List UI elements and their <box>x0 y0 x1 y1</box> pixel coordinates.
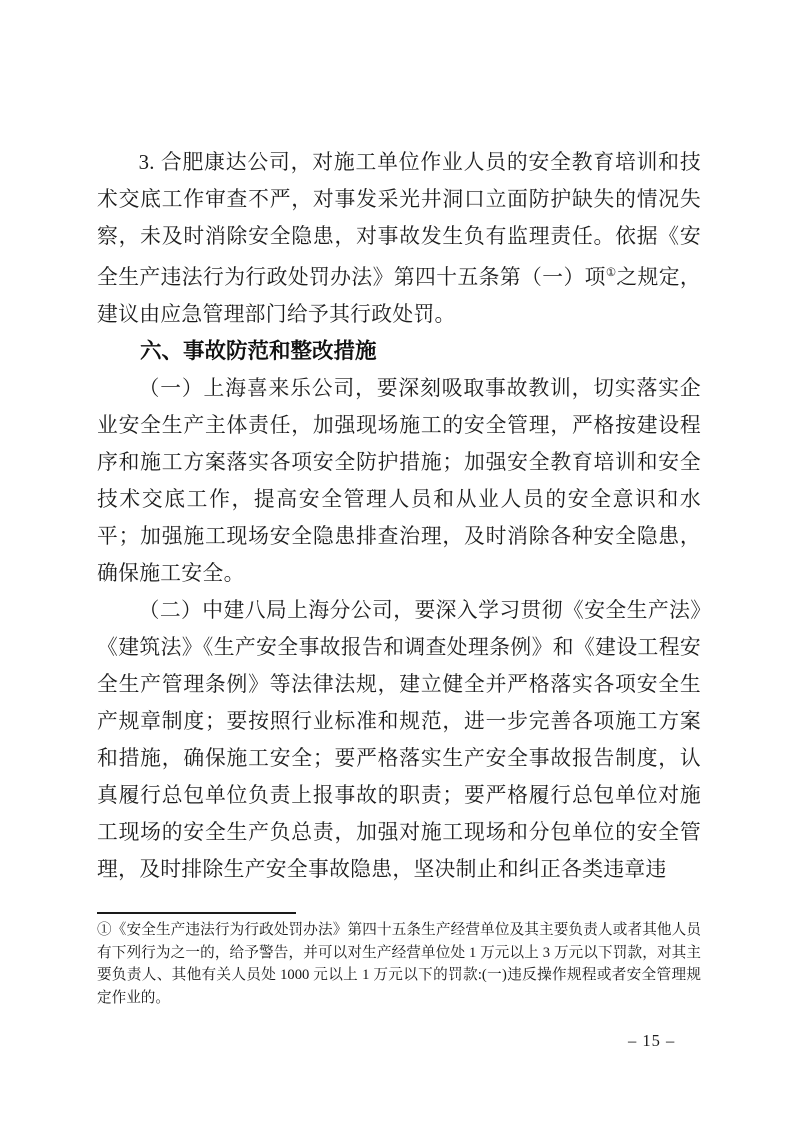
page-number: – 15 – <box>628 1031 676 1050</box>
paragraph-measure-2: （二）中建八局上海分公司，要深入学习贯彻《安全生产法》《建筑法》《生产安全事故报告和调查处理条例》和《建设工程安全生产管理条例》等法律法规，建立健全并严格落实各项安全生产规章制度；要按照行业标准和规范，进一步完善各项施工方案和措施，确保施工安全；要严格落实生产安全事故报告制度，认真履行总包单位负责上报事故的职责；要严格履行总包单位对施工现场的安全生产负总责，加强对施工现场和分包单位的安全管理，及时排除生产安全事故隐患，坚决制止和纠正各类违章违 <box>97 599 701 881</box>
section-heading: 六、事故防范和整改措施 <box>140 339 377 363</box>
paragraph-penalty-text: 3. 合肥康达公司，对施工单位作业人员的安全教育培训和技术交底工作审查不严，对事发采光井洞口立面防护缺失的情况失察，未及时消除安全隐患，对事故发生负有监理责任。依据《安全生产违法行为行政处罚办法》第四十五条第（一）项 <box>97 151 701 289</box>
document-body <box>97 144 701 888</box>
footnote-area <box>97 912 701 1009</box>
paragraph-penalty-tail: 之规定，建议由应急管理部门给予其行政处罚。 <box>97 266 702 326</box>
footnote-text: ①《安全生产违法行为行政处罚办法》第四十五条生产经营单位及其主要负责人或者其他人员有下列行为之一的，给予警告，并可以对生产经营单位处 1 万元以上 3 万元以下罚款，对其主要负责人、其他有关人员处 1000 元以上 1 万元以下的罚款:(一)违反操作规程或者安全管理规定作业的。 <box>97 922 701 1006</box>
footnote-reference-marker: ① <box>605 267 617 279</box>
paragraph-penalty <box>97 144 701 333</box>
footnote-separator <box>97 912 296 914</box>
paragraph-measure-1: （一）上海喜来乐公司，要深刻吸取事故教训，切实落实企业安全生产主体责任，加强现场施工的安全管理，严格按建设程序和施工方案落实各项安全防护措施；加强安全教育培训和安全技术交底工作，提高安全管理人员和从业人员的安全意识和水平；加强施工现场安全隐患排查治理，及时消除各种安全隐患，确保施工安全。 <box>97 377 701 585</box>
